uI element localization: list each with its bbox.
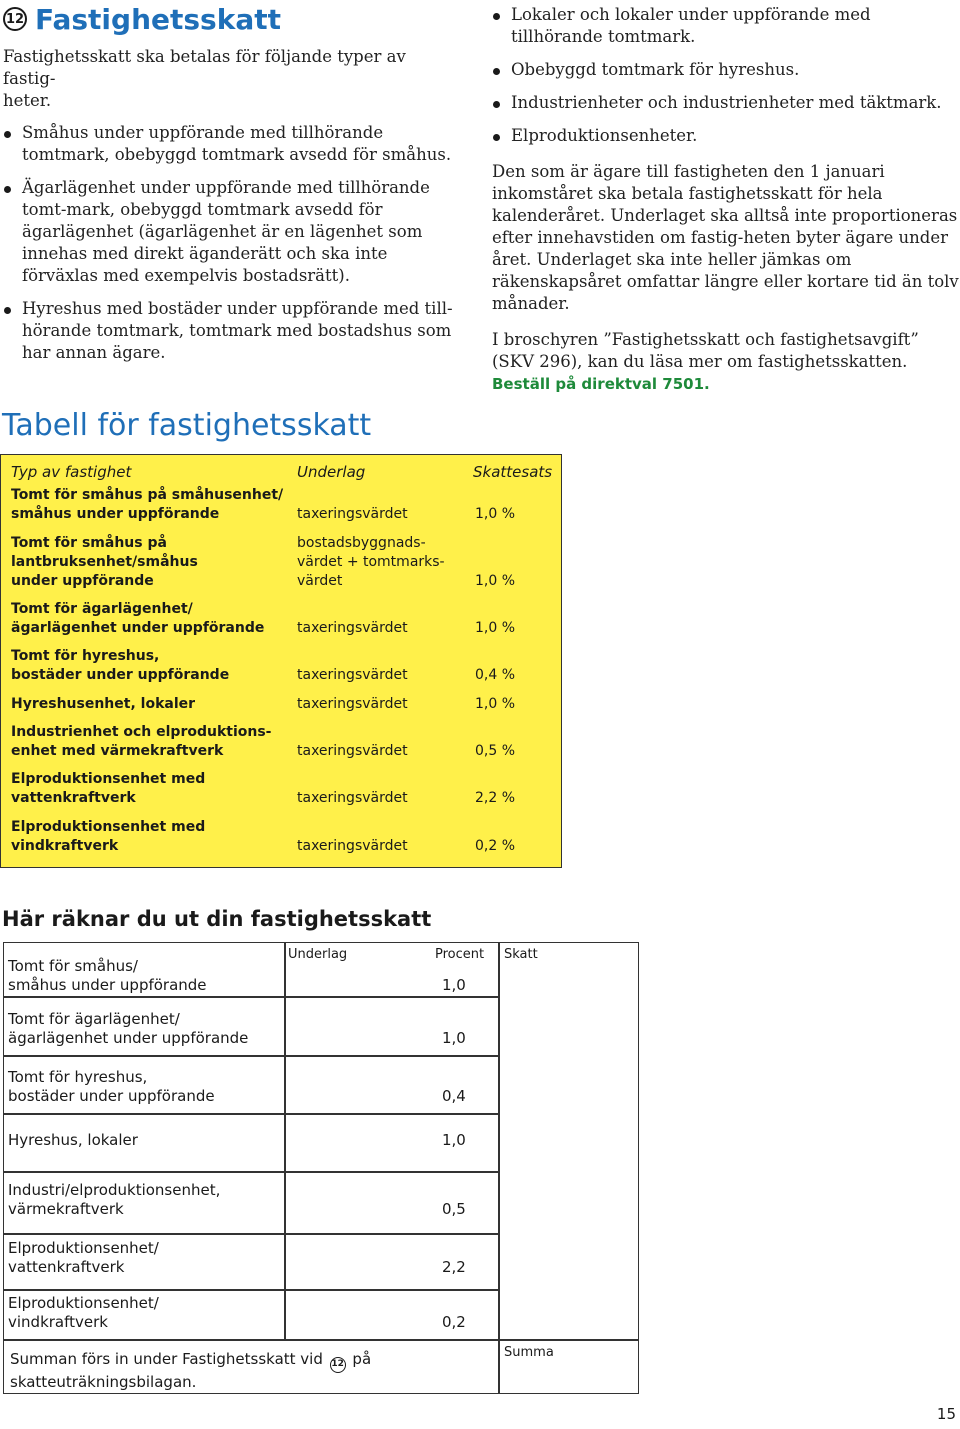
grid-line: [4, 1289, 498, 1291]
summary-note-line2: skatteuträkningsbilagan.: [10, 1372, 197, 1391]
calc-row-percent: 1,0: [442, 1029, 466, 1047]
property-type: Elproduktionsenhet med vindkraftverk: [11, 819, 206, 854]
tax-rate: 2,2 %: [475, 790, 516, 806]
property-type: Elproduktionsenhet med vattenkraftverk: [11, 771, 206, 806]
grid-line: [4, 1233, 498, 1235]
tax-rate: 0,2 %: [475, 838, 516, 854]
tax-basis: taxeringsvärdet: [297, 667, 408, 683]
calc-row-label: Industri/elproduktionsenhet, värmekraftverk: [8, 1181, 221, 1218]
sum-label: Summa: [504, 1345, 554, 1360]
intro-paragraph: Fastighetsskatt ska betalas för följande typer av fastig- heter.: [3, 47, 406, 110]
tax-basis: taxeringsvärdet: [297, 620, 408, 636]
calc-row-label: Tomt för hyreshus, bostäder under uppförande: [8, 1068, 215, 1105]
calc-row-percent: 0,5: [442, 1200, 466, 1218]
grid-line: [4, 1339, 638, 1341]
tax-basis: taxeringsvärdet: [297, 696, 408, 712]
tax-basis: taxeringsvärdet: [297, 743, 408, 759]
bullet-item: Elproduktionsenheter.: [492, 125, 960, 147]
bullet-item: Ägarlägenhet under uppförande med tillhörande tomt-mark, obebyggd tomtmark avsedd för ägarlägenhet (ägarlägenhet är en lägenhet som innehas med direkt äganderätt och ska inte förväxlas med exempelvis bostadsrätt).: [3, 177, 453, 287]
left-column: [3, 46, 453, 375]
section-ref-badge: 12: [330, 1357, 346, 1373]
bullet-item: Småhus under uppförande med tillhörande tomtmark, obebyggd tomtmark avsedd för småhus.: [3, 122, 453, 166]
calc-row-percent: 2,2: [442, 1258, 466, 1276]
column-header-tax: Skatt: [504, 947, 538, 962]
property-type: Tomt för ägarlägenhet/ ägarlägenhet under uppförande: [11, 601, 265, 636]
tax-basis: taxeringsvärdet: [297, 790, 408, 806]
section-heading: [3, 0, 281, 38]
tax-calculator-form: [3, 942, 639, 1394]
calc-row-label: Tomt för småhus/ småhus under uppförande: [8, 957, 207, 994]
calc-row-label: Elproduktionsenhet/ vindkraftverk: [8, 1294, 159, 1331]
column-header-type: Typ av fastighet: [11, 463, 132, 481]
tax-rate: 1,0 %: [475, 620, 516, 636]
tax-rate: 0,5 %: [475, 743, 516, 759]
calc-row-percent: 0,4: [442, 1087, 466, 1105]
calc-row-label: Hyreshus, lokaler: [8, 1131, 138, 1149]
section-title: Fastighetsskatt: [35, 2, 281, 36]
calc-row-percent: 0,2: [442, 1313, 466, 1331]
order-line-link[interactable]: Beställ på direktval 7501.: [492, 375, 710, 393]
grid-line: [284, 943, 286, 1339]
column-header-basis: Underlag: [297, 463, 366, 481]
property-type: Tomt för småhus på småhusenhet/ småhus under uppförande: [11, 487, 284, 522]
tax-table-title: Tabell för fastighetsskatt: [2, 408, 372, 443]
tax-basis: bostadsbyggnads- värdet + tomtmarks- värdet: [297, 535, 445, 589]
tax-rate-table: [0, 454, 562, 868]
property-type: Tomt för småhus på lantbruksenhet/småhus under uppförande: [11, 535, 198, 589]
calc-row-label: Elproduktionsenhet/ vattenkraftverk: [8, 1239, 159, 1276]
column-header-basis: Underlag: [288, 947, 348, 962]
tax-rate: 0,4 %: [475, 667, 516, 683]
grid-line: [4, 1171, 498, 1173]
calc-row-percent: 1,0: [442, 976, 466, 994]
right-bullet-list: [492, 4, 960, 147]
tax-basis: taxeringsvärdet: [297, 506, 408, 522]
property-type: Industrienhet och elproduktions- enhet med värmekraftverk: [11, 724, 272, 759]
calc-row-percent: 1,0: [442, 1131, 466, 1149]
tax-rate: 1,0 %: [475, 696, 516, 712]
property-type: Hyreshusenhet, lokaler: [11, 696, 196, 712]
property-type: Tomt för hyreshus, bostäder under uppförande: [11, 648, 230, 683]
grid-line: [4, 1113, 498, 1115]
tax-rate: 1,0 %: [475, 506, 516, 522]
summary-note-text: Summan förs in under Fastighetsskatt vid: [10, 1350, 323, 1368]
bullet-item: Obebyggd tomtmark för hyreshus.: [492, 59, 960, 81]
ownership-paragraph: Den som är ägare till fastigheten den 1 januari inkomståret ska betala fastighetsskatt för hela kalenderåret. Underlaget ska alltså inte proportioneras efter innehavstiden om fastig-heten byter ägare under året. Underlaget ska inte heller jämkas om räkenskapsåret omfattar längre eller kortare tid än tolv månader.: [492, 162, 959, 313]
grid-line: [4, 1055, 498, 1057]
grid-line: [4, 996, 498, 998]
calc-row-label: Tomt för ägarlägenhet/ ägarlägenhet under uppförande: [8, 1010, 249, 1047]
summary-note-text-end: på: [352, 1350, 372, 1368]
column-header-rate: Skattesats: [473, 463, 553, 481]
bullet-item: Industrienheter och industrienheter med täktmark.: [492, 92, 960, 114]
tax-rate: 1,0 %: [475, 573, 516, 589]
bullet-item: Lokaler och lokaler under uppförande med tillhörande tomtmark.: [492, 4, 960, 48]
tax-basis: taxeringsvärdet: [297, 838, 408, 854]
left-bullet-list: [3, 122, 453, 364]
page-number: 15: [936, 1405, 956, 1423]
summary-note: [10, 1350, 371, 1392]
right-column: [492, 4, 960, 395]
calculator-title: Här räknar du ut din fastighetsskatt: [2, 907, 432, 931]
grid-line: [498, 943, 500, 1393]
section-number-badge: 12: [3, 7, 27, 31]
bullet-item: Hyreshus med bostäder under uppförande med till-hörande tomtmark, tomtmark med bostadshus som har annan ägare.: [3, 298, 453, 364]
brochure-paragraph: I broschyren ”Fastighetsskatt och fastighetsavgift” (SKV 296), kan du läsa mer om fastighetsskatten.: [492, 330, 919, 371]
column-header-percent: Procent: [435, 947, 485, 962]
